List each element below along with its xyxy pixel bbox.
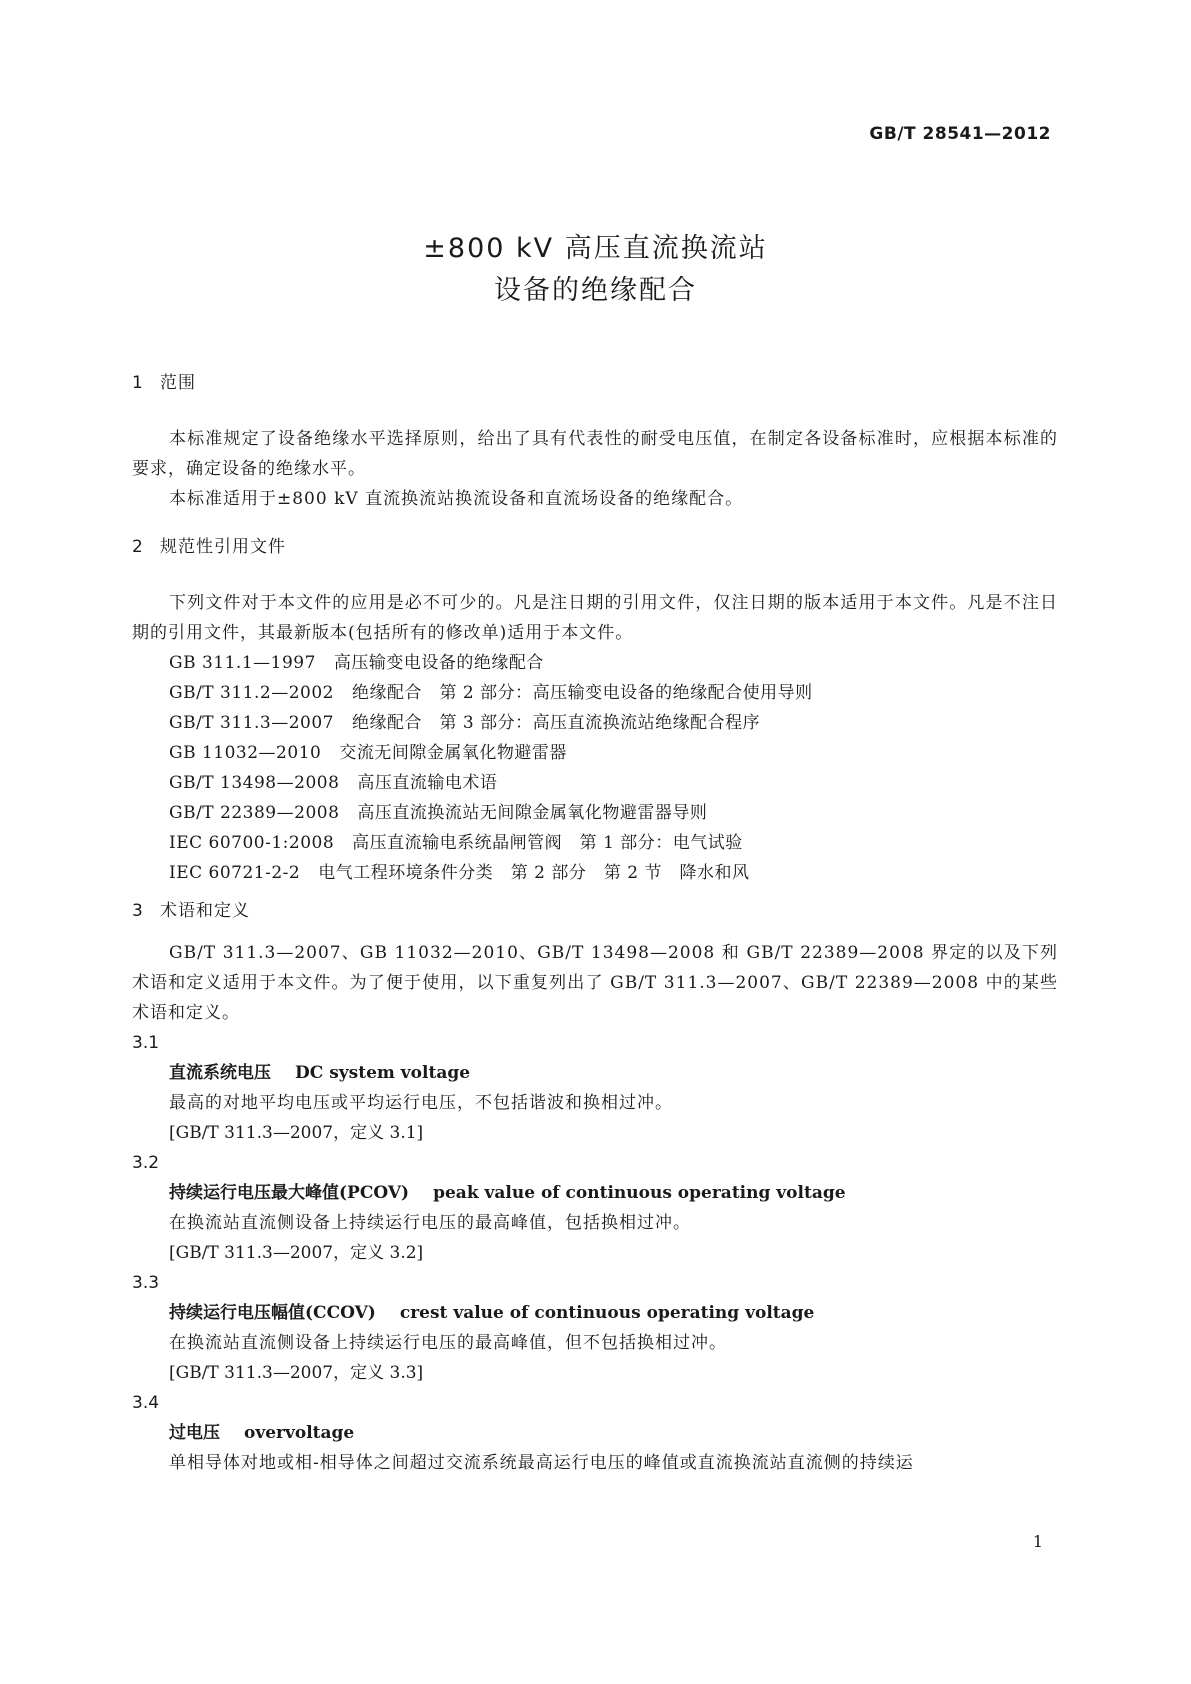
term-zh: 直流系统电压 (169, 1063, 271, 1083)
section-3-intro: GB/T 311.3—2007、GB 11032—2010、GB/T 13498—2008 和 GB/T 22389—2008 界定的以及下列术语和定义适用于本文件。为了便于使用，以下重复列出了 GB/T 311.3—2007、GB/T 22389—2008 中的某些术语和定义。 (132, 943, 1058, 1023)
reference-title: 高压直流输电术语 (357, 773, 498, 793)
reference-title: 高压直流输电系统晶闸管阀 第 1 部分：电气试验 (352, 833, 743, 853)
term-zh: 持续运行电压幅值(CCOV) (169, 1303, 376, 1323)
document-title (0, 228, 1191, 312)
term-title (132, 1178, 1058, 1208)
term-3-4 (132, 1388, 1058, 1478)
reference-code: GB/T 22389—2008 (169, 803, 340, 823)
reference-item (132, 798, 1058, 828)
term-definition: 在换流站直流侧设备上持续运行电压的最高峰值，包括换相过冲。 (169, 1213, 691, 1233)
reference-code: GB 311.1—1997 (169, 653, 316, 673)
term-title (132, 1298, 1058, 1328)
term-en: peak value of continuous operating voltage (433, 1183, 846, 1203)
reference-item (132, 678, 1058, 708)
document-body (132, 368, 1058, 1478)
reference-code: GB/T 311.2—2002 (169, 683, 334, 703)
page-number: 1 (1032, 1532, 1043, 1551)
term-source: [GB/T 311.3—2007，定义 3.3] (169, 1363, 424, 1383)
term-definition: 最高的对地平均电压或平均运行电压，不包括谐波和换相过冲。 (169, 1093, 673, 1113)
reference-code: IEC 60721-2-2 (169, 863, 301, 883)
term-title (132, 1058, 1058, 1088)
term-source: [GB/T 311.3—2007，定义 3.1] (169, 1123, 424, 1143)
reference-item (132, 828, 1058, 858)
reference-title: 绝缘配合 第 3 部分：高压直流换流站绝缘配合程序 (351, 713, 761, 733)
reference-title: 高压输变电设备的绝缘配合 (333, 653, 544, 673)
term-en: crest value of continuous operating voltage (399, 1303, 815, 1323)
term-number: 3.2 (132, 1153, 160, 1173)
section-1-paragraph-2: 本标准适用于±800 kV 直流换流站换流设备和直流场设备的绝缘配合。 (169, 489, 744, 509)
term-en: DC system voltage (295, 1063, 471, 1083)
reference-code: GB/T 311.3—2007 (169, 713, 334, 733)
reference-list (132, 648, 1058, 888)
section-title: 术语和定义 (160, 901, 250, 921)
term-number: 3.3 (132, 1273, 160, 1293)
reference-code: GB/T 13498—2008 (169, 773, 340, 793)
reference-title: 绝缘配合 第 2 部分：高压输变电设备的绝缘配合使用导则 (351, 683, 813, 703)
reference-title: 高压直流换流站无间隙金属氧化物避雷器导则 (357, 803, 708, 823)
term-definition: 单相导体对地或相-相导体之间超过交流系统最高运行电压的峰值或直流换流站直流侧的持续运 (169, 1453, 914, 1473)
section-1-heading (132, 368, 1058, 398)
section-title: 规范性引用文件 (160, 537, 286, 557)
section-1-paragraph-1: 本标准规定了设备绝缘水平选择原则，给出了具有代表性的耐受电压值，在制定各设备标准时，应根据本标准的要求，确定设备的绝缘水平。 (132, 429, 1058, 479)
reference-item (132, 768, 1058, 798)
term-zh: 持续运行电压最大峰值(PCOV) (169, 1183, 410, 1203)
term-number: 3.1 (132, 1033, 160, 1053)
section-number: 1 (132, 373, 144, 393)
reference-item (132, 648, 1058, 678)
title-line-1: ±800 kV 高压直流换流站 (423, 233, 768, 264)
reference-item (132, 708, 1058, 738)
term-number: 3.4 (132, 1393, 160, 1413)
section-3-heading (132, 896, 1058, 926)
term-source: [GB/T 311.3—2007，定义 3.2] (169, 1243, 424, 1263)
reference-title: 电气工程环境条件分类 第 2 部分 第 2 节 降水和风 (318, 863, 750, 883)
term-3-3 (132, 1268, 1058, 1388)
section-number: 3 (132, 901, 144, 921)
term-3-1 (132, 1028, 1058, 1148)
term-zh: 过电压 (169, 1423, 220, 1443)
reference-item (132, 858, 1058, 888)
term-en: overvoltage (244, 1423, 355, 1443)
reference-code: IEC 60700-1:2008 (169, 833, 335, 853)
section-title: 范围 (160, 373, 196, 393)
section-2-heading (132, 532, 1058, 562)
term-definition: 在换流站直流侧设备上持续运行电压的最高峰值，但不包括换相过冲。 (169, 1333, 727, 1353)
reference-title: 交流无间隙金属氧化物避雷器 (339, 743, 567, 763)
section-2-intro: 下列文件对于本文件的应用是必不可少的。凡是注日期的引用文件，仅注日期的版本适用于本文件。凡是不注日期的引用文件，其最新版本(包括所有的修改单)适用于本文件。 (132, 593, 1058, 643)
reference-code: GB 11032—2010 (169, 743, 322, 763)
standard-code: GB/T 28541—2012 (869, 124, 1051, 144)
section-number: 2 (132, 537, 144, 557)
reference-item (132, 738, 1058, 768)
title-line-2: 设备的绝缘配合 (494, 275, 697, 306)
term-3-2 (132, 1148, 1058, 1268)
term-title (132, 1418, 1058, 1448)
